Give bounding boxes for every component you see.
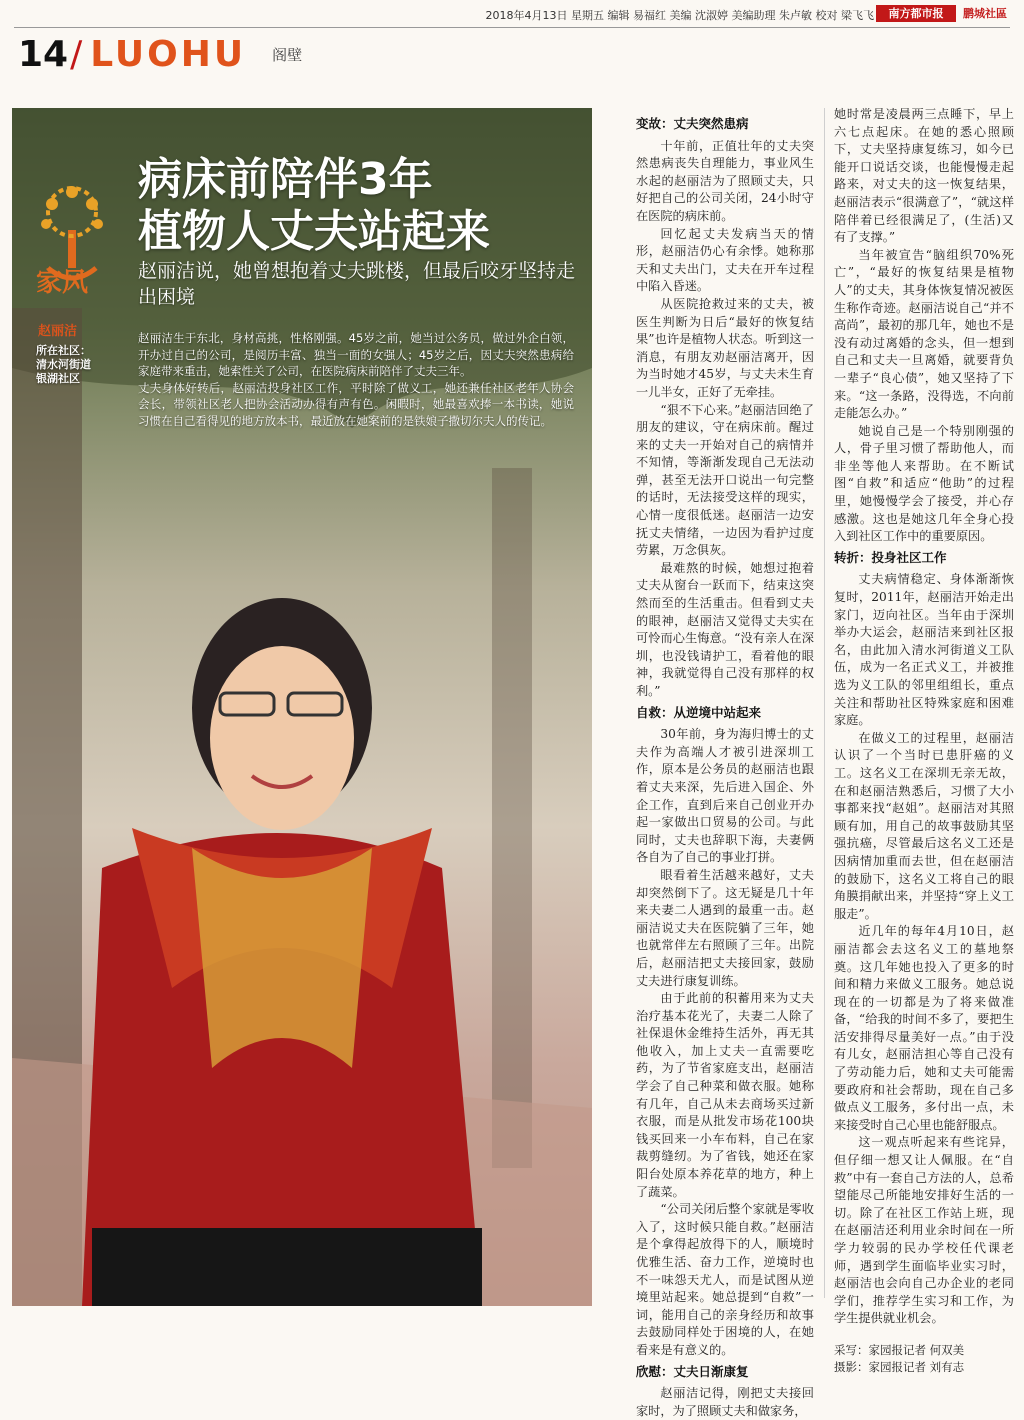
feature-photo xyxy=(12,108,592,1306)
community-street: 清水河街道 xyxy=(36,358,91,371)
slash-divider: / xyxy=(70,33,83,75)
body-paragraph: 由于此前的积蓄用来为丈夫治疗基本花光了，夫妻二人除了社保退休金维持生活外，再无其他收入，加上丈夫一直需要吃药，为了节省家庭支出，赵丽洁学会了自己种菜和做衣服。她称有几年，自己从未去商场买过新衣服，而是从批发市场花100块钱买回来一小车布料，自己在家裁剪缝纫。为了省钱，她还在家阳台处原本养花草的地方，种上了蔬菜。 xyxy=(636,991,814,1199)
header-rule xyxy=(14,27,1010,28)
body-paragraph: 赵丽洁记得，刚把丈夫接回家时，为了照顾丈夫和做家务， xyxy=(636,1386,814,1418)
person-name: 赵丽洁 xyxy=(38,324,78,339)
body-paragraph: 当年被宣告“脑组织70%死亡”，“最好的恢复结果是植物人”的丈夫，其身体恢复情况被医生称作奇迹。赵丽洁说自己“并不高尚”，最初的那几年，她也不是没有动过离婚的念头，但一想到自己和丈夫一旦离婚，就要背负一辈子“良心债”，她又坚持了下来。“这一条路，没得选，不向前走能怎么办。” xyxy=(834,247,1014,421)
community-name: 银湖社区 xyxy=(36,372,80,385)
headline-line-2: 植物人丈夫站起来 xyxy=(138,206,490,257)
community-info xyxy=(36,344,91,386)
subheadline: 赵丽洁说，她曾想抱着丈夫跳楼，但最后咬牙坚持走出困境 xyxy=(138,260,576,308)
page-number: 14 xyxy=(18,33,69,75)
body-paragraph: 30年前，身为海归博士的丈夫作为高端人才被引进深圳工作，原本是公务员的赵丽洁也跟着丈夫来深，先后进入国企、外企工作，直到后来自己创业开办起一家做出口贸易的公司。与此同时，丈夫也辞职下海，夫妻俩各自为了自己的事业打拼。 xyxy=(636,727,814,865)
column-name: 阁壁 xyxy=(272,45,303,64)
body-paragraph: 丈夫病情稳定、身体渐渐恢复时，2011年，赵丽洁开始走出家门，迈向社区。当年由于深圳举办大运会，赵丽洁来到社区报名，由此加入清水河街道义工队伍，成为一名正式义工，并被推选为义工队的邻里组组长，重点关注和帮助社区特殊家庭和困难家庭。 xyxy=(834,572,1014,728)
column-divider xyxy=(824,108,825,1298)
body-paragraph: 在做义工的过程里，赵丽洁认识了一个当时已患肝癌的义工。这名义工在深圳无亲无故，在和赵丽洁熟悉后，习惯了大小事都来找“赵姐”。赵丽洁对其照顾有加，用自己的故事鼓励其坚强抗癌，尽管最后这名义工还是因病情加重而去世，但在赵丽洁的鼓励下，这名义工将自己的眼角膜捐献出来，并坚持“穿上义工服走”。 xyxy=(834,730,1014,921)
section-heading: 自救：从逆境中站起来 xyxy=(636,704,762,720)
body-paragraph: 眼看着生活越来越好，丈夫却突然倒下了。这无疑是几十年来夫妻二人遇到的最重一击。赵丽洁说丈夫在医院躺了三年，她也就常伴左右照顾了三年。出院后，赵丽洁把丈夫接回家，鼓励丈夫进行康复训练。 xyxy=(636,867,814,988)
issue-meta: 2018年4月13日 星期五 编辑 易福红 美编 沈淑婷 美编助理 朱卢敏 校对 梁飞飞 xyxy=(485,9,874,22)
body-paragraph: 最难熬的时候，她想过抱着丈夫从窗台一跃而下，结束这突然而至的生活重击。但看到丈夫的眼神，赵丽洁又觉得丈夫实在可怜而心生悔意。“没有亲人在深圳，也没钱请护工，看着他的眼神，我就觉得自己没有那样的权利。” xyxy=(636,560,814,698)
family-values-logo-text: 家风 xyxy=(36,268,89,298)
masthead-bar xyxy=(0,0,1024,26)
community-label: 所在社区： xyxy=(36,344,91,357)
byline xyxy=(834,1342,1014,1376)
intro-paragraph: 赵丽洁生于东北，身材高挑，性格刚强。45岁之前，她当过公务员，做过外企白领，开办过自己的公司，是阅历丰富、独当一面的女强人；45岁之后，因丈夫突然患病给家庭带来重击，她索性关了公司，在医院病床前陪伴了丈夫三年。 xyxy=(138,331,574,379)
body-paragraph: “公司关闭后整个家就是零收入了，这时候只能自救。”赵丽洁是个拿得起放得下的人，顺境时优雅生活、奋力工作，逆境时也不一味怨天尤人，而是试图从逆境里站起来。她总提到“自救”一词，能用自己的亲身经历和故事去鼓励同样处于困境的人，在她看来是有意义的。 xyxy=(636,1202,814,1357)
body-paragraph: 她说自己是一个特别刚强的人，骨子里习惯了帮助他人，而非坐等他人来帮助。在不断试图“自救”和适应“他助”的过程里，她慢慢学会了接受，并心存感激。这也是她这几年全身心投入到社区工作中的重要原因。 xyxy=(834,423,1014,544)
intro-paragraph: 丈夫身体好转后，赵丽洁投身社区工作，平时除了做义工，她还兼任社区老年人协会会长，带领社区老人把协会活动办得有声有色。闲暇时，她最喜欢捧一本书读，她说习惯在自己看得见的地方放本书，最近放在她案前的是铁娘子撒切尔夫人的传记。 xyxy=(138,380,574,428)
newspaper-brand: 南方都市报 xyxy=(876,5,956,22)
body-paragraph: 从医院抢救过来的丈夫，被医生判断为日后“最好的恢复结果”也许是植物人状态。听到这一消息，有朋友劝赵丽洁离开，因为当时她才45岁，与丈夫未生育一儿半女，正好了无牵挂。 xyxy=(636,296,814,399)
section-heading: 欣慰：丈夫日渐康复 xyxy=(636,1363,749,1379)
body-paragraph: 十年前，正值壮年的丈夫突然患病丧失自理能力，事业风生水起的赵丽洁为了照顾丈夫，只好把自己的公司关闭，24小时守在医院的病床前。 xyxy=(636,138,814,223)
body-paragraph: 她时常是凌晨两三点睡下，早上六七点起床。在她的悉心照顾下，丈夫坚持康复练习，如今已能开口说话交谈，也能慢慢走起路来，对丈夫的这一恢复结果，赵丽洁表示“很满意了”，“就这样陪伴着已经很满足了，(生活)又有了支撑。” xyxy=(834,107,1014,245)
body-paragraph: 回忆起丈夫发病当天的情形，赵丽洁仍心有余悸。她称那天和丈夫出门，丈夫在开车过程中陷入昏迷。 xyxy=(636,226,814,294)
section-title: LUOHU xyxy=(90,33,247,75)
article-column-2 xyxy=(834,106,1014,1376)
body-paragraph: 近几年的每年4月10日，赵丽洁都会去这名义工的墓地祭奠。这几年她也投入了更多的时间和精力来做义工服务。她总说现在的一切都是为了将来做准备，“给我的时间不多了，要把生活安排得尽量美好一点。”由于没有儿女，赵丽洁担心等自己没有了劳动能力后，她和丈夫可能需要政府和社会帮助，现在自己多做点义工服务，多付出一点，未来接受时自己心里也能舒服点。 xyxy=(834,924,1014,1132)
page-header xyxy=(18,32,302,76)
section-heading: 转折：投身社区工作 xyxy=(834,549,947,565)
article-column-1 xyxy=(636,112,814,1420)
byline-line: 采写：家园报记者 何双美 xyxy=(834,1342,965,1357)
body-paragraph: “狠不下心来。”赵丽洁回绝了朋友的建议，守在病床前。醒过来的丈夫一开始对自己的病情并不知情，等渐渐发现自己无法动弹，甚至无法开口说出一句完整的话时，无法接受这样的现实，心情一度很低迷。赵丽洁一边安抚丈夫情绪，一边因为看护过度劳累，万念俱灰。 xyxy=(636,402,814,558)
supplement-brand: 鹏城社區 xyxy=(963,7,1007,20)
section-heading: 变故：丈夫突然患病 xyxy=(636,116,749,131)
byline-line: 摄影：家园报记者 刘有志 xyxy=(834,1359,965,1374)
headline xyxy=(138,154,490,258)
body-paragraph: 这一观点听起来有些诧异，但仔细一想又让人佩服。在“自救”中有一套自己方法的人，总希望能尽己所能地安排好生活的一切。除了在社区工作站上班，现在赵丽洁还利用业余时间在一所学力较弱的民办学校任代课老师，遇到学生面临毕业实习时，赵丽洁也会向自己办企业的老同学们，推荐学生实习和工作，为学生提供就业机会。 xyxy=(834,1135,1014,1326)
intro-text xyxy=(138,330,574,430)
headline-line-1: 病床前陪伴3年 xyxy=(138,154,433,205)
